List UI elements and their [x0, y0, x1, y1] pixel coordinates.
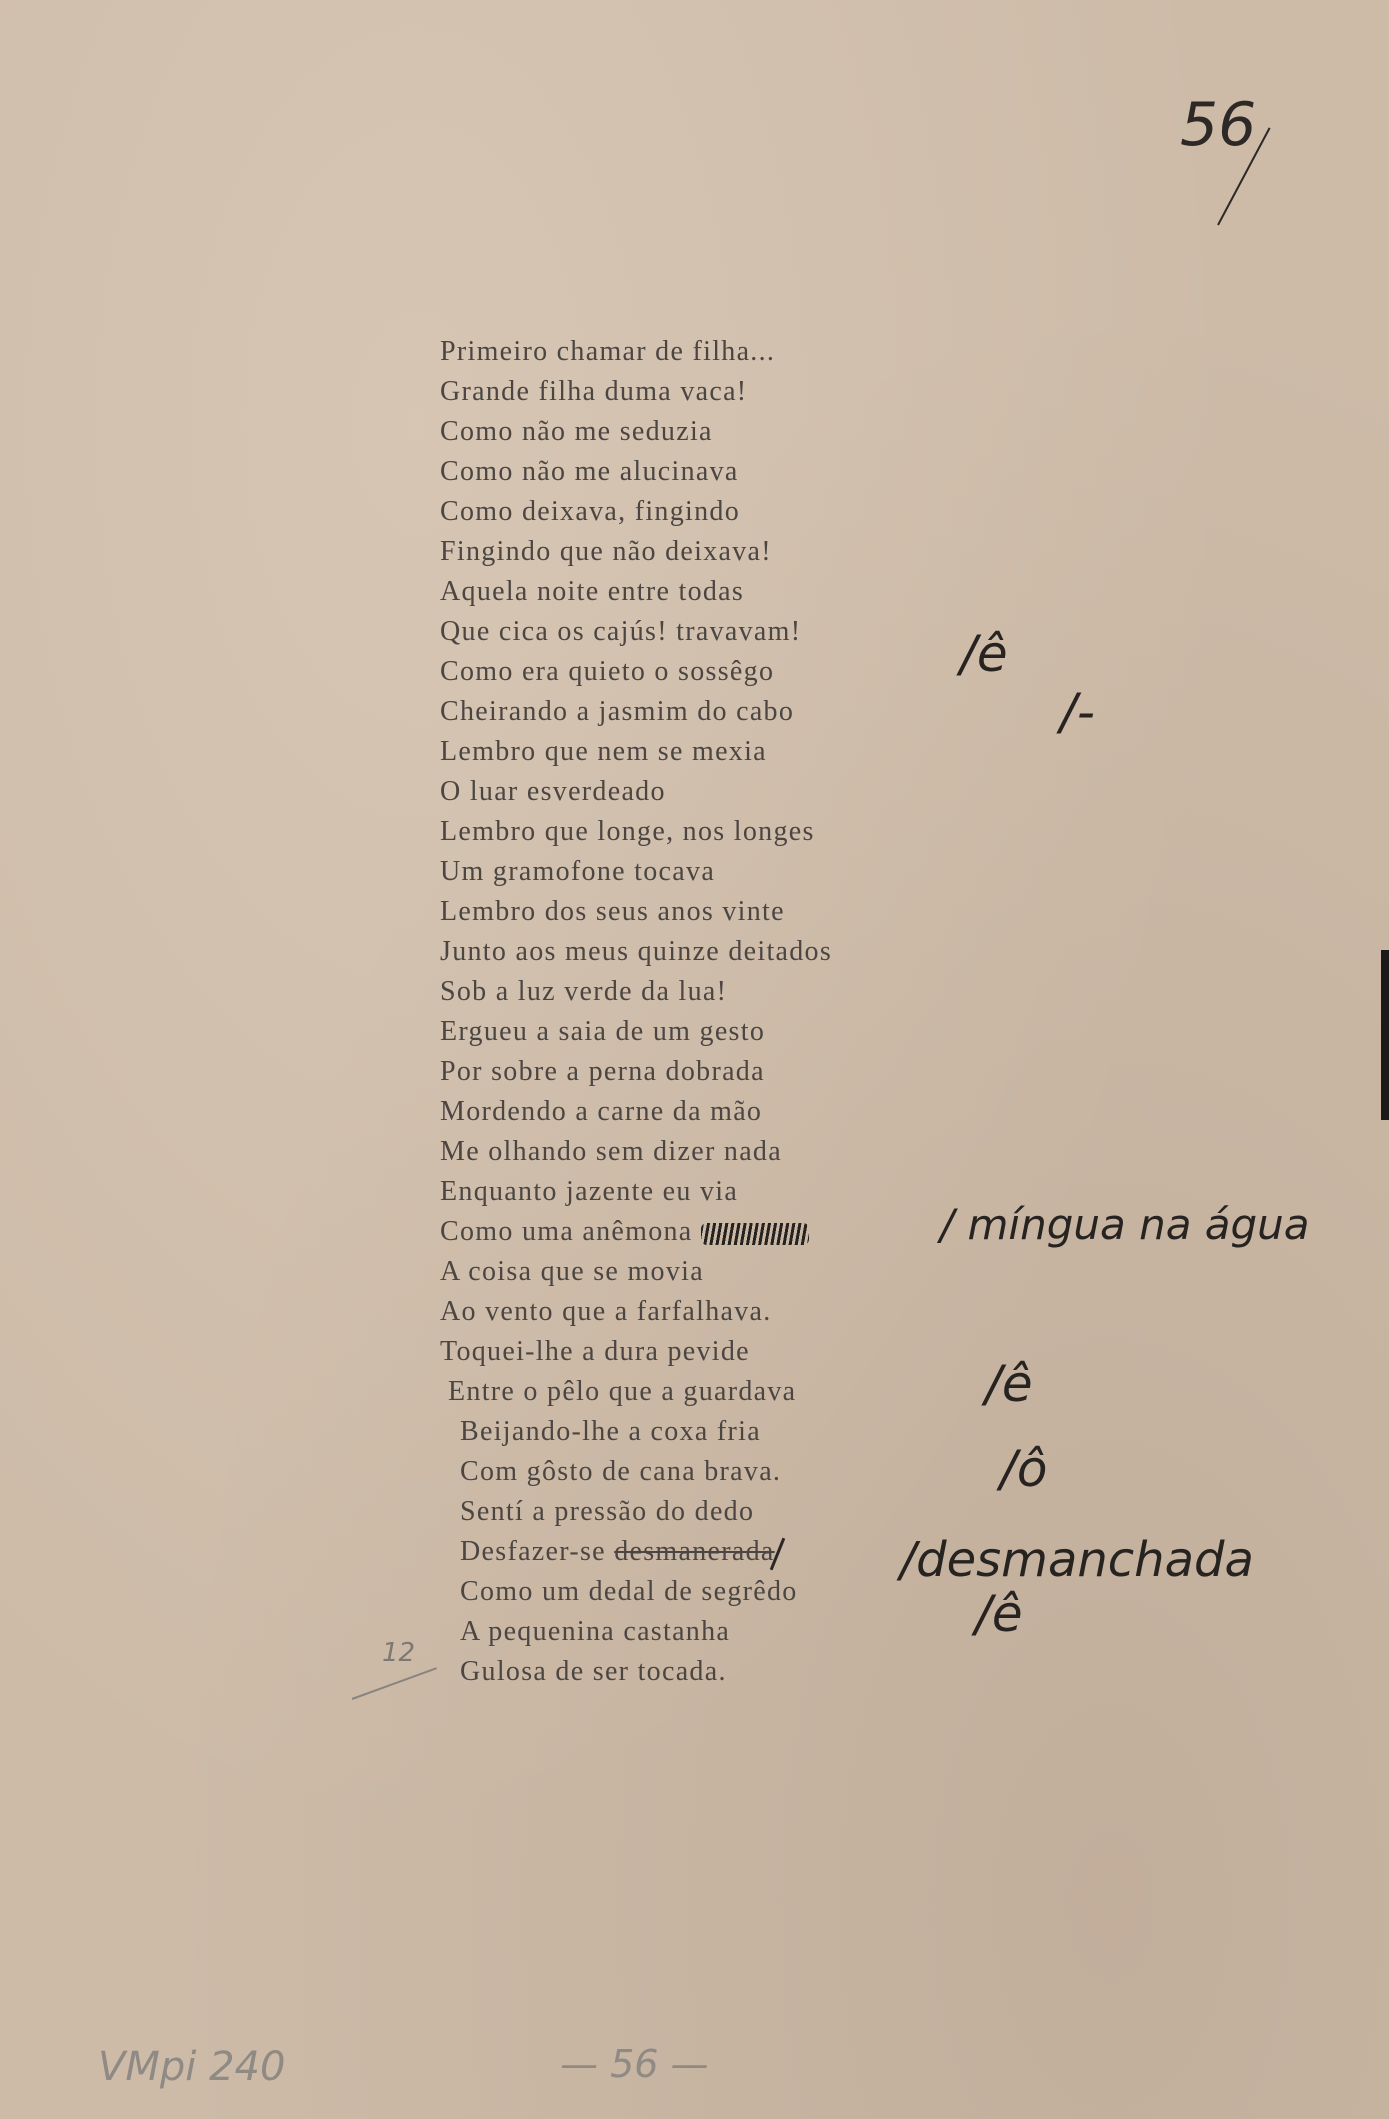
poem-line: Toquei-lhe a dura pevide — [440, 1336, 750, 1367]
poem-line: Primeiro chamar de filha... — [440, 336, 776, 367]
ink-correction: /ô — [1000, 1440, 1048, 1498]
poem-line: Lembro que longe, nos longes — [440, 816, 815, 847]
poem-line-with-scribble — [440, 1212, 809, 1252]
page-number-handwritten: 56 — [1180, 90, 1257, 160]
poem-line: Como um dedal de segrêdo — [460, 1576, 798, 1607]
poem-line: Como deixava, fingindo — [440, 496, 741, 527]
ink-correction: /ê — [975, 1585, 1023, 1643]
ink-correction: /ê — [960, 625, 1008, 683]
poem-line: Ergueu a saia de um gesto — [440, 1016, 766, 1047]
poem-line: Sob a luz verde da lua! — [440, 976, 728, 1007]
poem-line: Como não me alucinava — [440, 456, 739, 487]
poem-line: Lembro dos seus anos vinte — [440, 896, 785, 927]
poem-line: Com gôsto de cana brava. — [460, 1456, 782, 1487]
poem-line: Como era quieto o sossêgo — [440, 656, 775, 687]
poem-line: Junto aos meus quinze deitados — [440, 936, 833, 967]
poem-line: Entre o pêlo que a guardava — [448, 1376, 797, 1407]
pencil-page-number: — 56 — — [560, 2042, 709, 2086]
ink-correction: /desmanchada — [900, 1532, 1254, 1588]
poem-line: Por sobre a perna dobrada — [440, 1056, 765, 1087]
poem-line: A coisa que se movia — [440, 1256, 704, 1287]
poem-line: Beijando-lhe a coxa fria — [460, 1416, 761, 1447]
poem-line: Gulosa de ser tocada. — [460, 1656, 727, 1687]
poem-line: Aquela noite entre todas — [440, 576, 745, 607]
poem-line: Como não me seduzia — [440, 416, 713, 447]
poem-line: Enquanto jazente eu via — [440, 1176, 739, 1207]
poem-line: Grande filha duma vaca! — [440, 376, 748, 407]
poem-line-text: Desfazer-se — [460, 1536, 606, 1567]
poem-line: Lembro que nem se mexia — [440, 736, 767, 767]
poem-line: Fingindo que não deixava! — [440, 536, 772, 567]
poem-line: A pequenina castanha — [460, 1616, 731, 1647]
page-edge-shadow — [1381, 950, 1389, 1120]
poem-line: Sentí a pressão do dedo — [460, 1496, 755, 1527]
poem-line: Ao vento que a farfalhava. — [440, 1296, 772, 1327]
pencil-archive-code: VMpi 240 — [98, 2044, 286, 2090]
pencil-line-count: 12 — [382, 1638, 416, 1668]
poem-line: Que cica os cajús! travavam! — [440, 616, 802, 647]
pencil-underline — [352, 1667, 437, 1700]
ink-correction: / míngua na água — [940, 1200, 1310, 1249]
ink-correction: /ê — [985, 1355, 1033, 1413]
poem-line: Me olhando sem dizer nada — [440, 1136, 782, 1167]
poem-line: Mordendo a carne da mão — [440, 1096, 763, 1127]
poem-line-text: Como uma anêmona — [440, 1216, 693, 1247]
poem-line: O luar esverdeado — [440, 776, 666, 807]
poem-line: Cheirando a jasmim do cabo — [440, 696, 795, 727]
struck-word: desmanerada — [614, 1536, 775, 1567]
poem-line-with-strike — [460, 1532, 780, 1572]
poem-line: Um gramofone tocava — [440, 856, 716, 887]
ink-scribble-deletion — [701, 1223, 809, 1245]
ink-correction: /- — [1060, 683, 1095, 741]
